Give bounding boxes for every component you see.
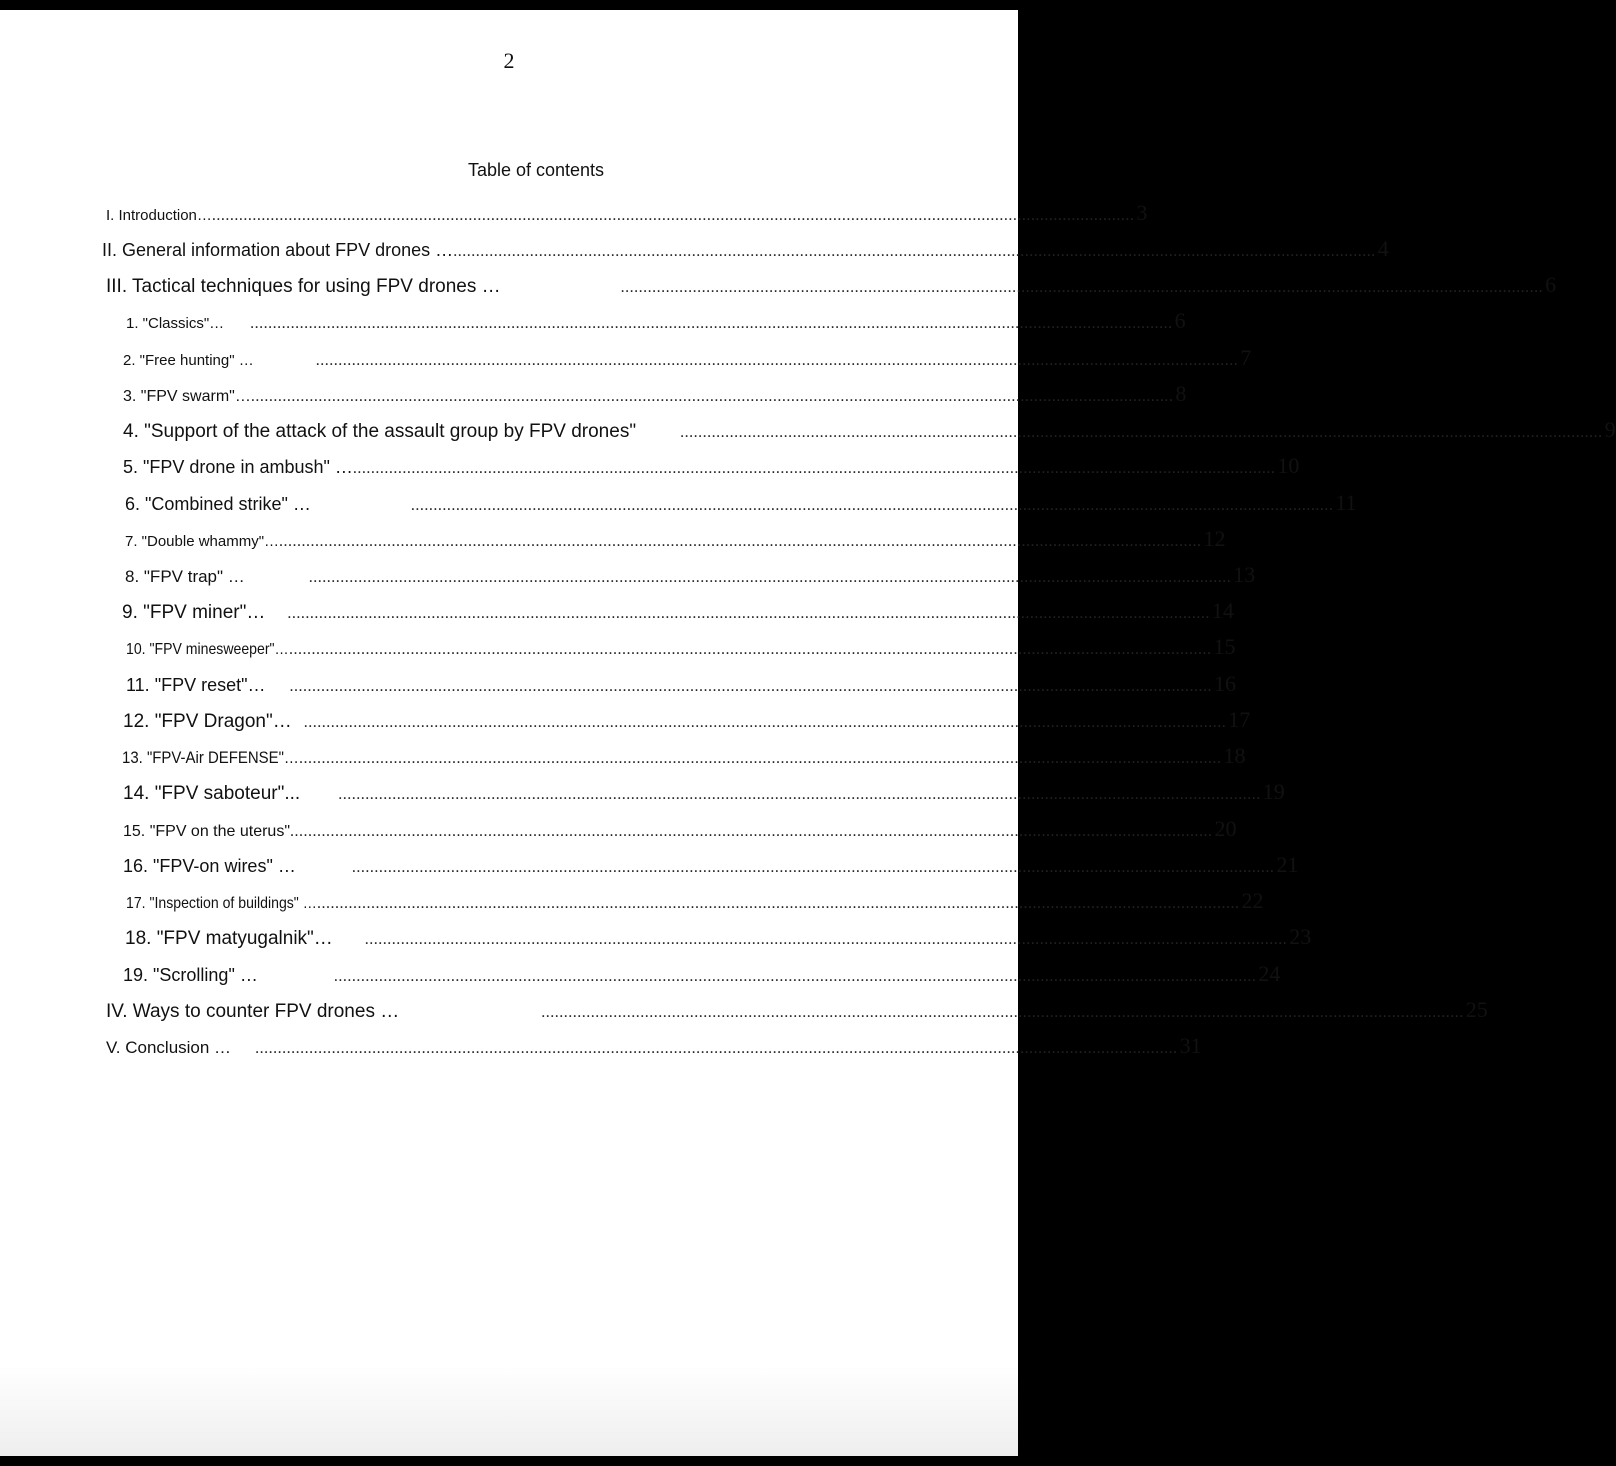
toc-entry — [106, 200, 1148, 228]
toc-entry-label: I. Introduction… — [106, 207, 212, 224]
page-bottom-shadow — [0, 1366, 1018, 1456]
toc-entry — [123, 707, 1251, 735]
toc-dot-leader: ............................................................................................................................................................................................................. — [620, 279, 1544, 296]
toc-dot-leader: ............................................................................................................................................................................................................. — [289, 678, 1212, 695]
toc-dot-leader: ............................................................................................................................................................................................................. — [338, 786, 1261, 803]
toc-dot-leader: ............................................................................................................................................................................................................. — [299, 750, 1222, 767]
toc-entry-page: 23 — [1289, 924, 1312, 949]
toc-entry-page: 31 — [1179, 1033, 1202, 1058]
toc-entry-label: 6. "Combined strike" … — [125, 494, 311, 514]
toc-entry-label: 19. "Scrolling" … — [123, 965, 258, 985]
toc-entry — [123, 417, 1616, 445]
toc-entry — [106, 997, 1488, 1025]
toc-entry-page: 6 — [1545, 272, 1557, 297]
toc-dot-leader: ............................................................................................................................................................................................................. — [541, 1004, 1464, 1021]
toc-dot-leader: ............................................................................................................................................................................................................. — [680, 424, 1603, 441]
toc-entry-page: 7 — [1240, 345, 1252, 370]
toc-entry — [126, 308, 1186, 336]
toc-entry-label: 5. "FPV drone in ambush" … — [123, 457, 353, 477]
toc-entry-label: 1. "Classics"… — [126, 315, 225, 332]
toc-entry-page: 13 — [1233, 562, 1256, 587]
toc-entry — [123, 816, 1237, 844]
toc-entry-page: 9 — [1604, 417, 1616, 442]
toc-dot-leader: ............................................................................................................................................................................................................. — [315, 352, 1239, 369]
toc-entry — [102, 236, 1389, 264]
toc-entry-page: 8 — [1175, 381, 1187, 406]
toc-entry-page: 22 — [1241, 888, 1264, 913]
toc-entry-page: 16 — [1214, 671, 1236, 696]
document-page — [0, 10, 1616, 1456]
toc-entry-page: 3 — [1136, 200, 1148, 225]
toc-entry-label: 15. "FPV on the uterus" — [123, 823, 291, 840]
toc-entry-label: IV. Ways to counter FPV drones … — [106, 1001, 400, 1022]
toc-entry-label: 3. "FPV swarm"… — [123, 388, 251, 405]
toc-entry-label: 4. "Support of the attack of the assault group by FPV drones" — [123, 421, 637, 442]
toc-entry-label: 16. "FPV-on wires" … — [123, 856, 296, 876]
toc-entry — [126, 888, 1264, 916]
toc-entry-page: 12 — [1203, 526, 1226, 551]
toc-entry — [123, 779, 1285, 807]
toc-dot-leader: ............................................................................................................................................................................................................. — [308, 569, 1232, 586]
toc-entry-page: 20 — [1214, 816, 1237, 841]
toc-entry-label: 9. "FPV miner"… — [122, 602, 266, 623]
toc-dot-leader: ............................................................................................................................................................................................................. — [351, 859, 1275, 876]
toc-entry-label: 13. "FPV-Air DEFENSE"… — [122, 748, 299, 767]
toc-entry — [123, 453, 1300, 481]
toc-entry — [126, 671, 1236, 699]
toc-entry-page: 25 — [1465, 997, 1488, 1022]
toc-entry-page: 24 — [1258, 961, 1281, 986]
toc-entry-page: 19 — [1262, 779, 1285, 804]
toc-entry — [125, 490, 1357, 518]
toc-title: Table of contents — [467, 160, 605, 180]
toc-entry-label: III. Tactical techniques for using FPV drones … — [106, 276, 501, 297]
toc-entry — [123, 345, 1252, 373]
toc-entry — [122, 598, 1234, 626]
toc-dot-leader: ............................................................................................................................................................................................................. — [333, 968, 1257, 985]
toc-entry-page: 17 — [1228, 707, 1251, 732]
toc-entry — [122, 743, 1246, 771]
toc-entry — [106, 1033, 1202, 1061]
toc-dot-leader: ............................................................................................................................................................................................................. — [289, 641, 1212, 658]
toc-dot-leader: ............................................................................................................................................................................................................. — [453, 243, 1376, 260]
toc-entry — [106, 272, 1557, 300]
toc-dot-leader: ............................................................................................................................................................................................................. — [211, 207, 1135, 224]
toc-entry — [125, 526, 1226, 554]
toc-entry-label: 2. "Free hunting" … — [123, 352, 254, 369]
toc-entry — [126, 634, 1236, 662]
toc-dot-leader: ............................................................................................................................................................................................................. — [303, 714, 1227, 731]
toc-dot-leader: ............................................................................................................................................................................................................. — [250, 388, 1174, 405]
toc-entry-label: V. Conclusion … — [106, 1038, 232, 1057]
toc-entry-page: 4 — [1377, 236, 1389, 261]
page-number: 2 — [503, 48, 515, 73]
toc-dot-leader: ............................................................................................................................................................................................................. — [279, 533, 1202, 550]
toc-entry — [123, 852, 1299, 880]
toc-entry-label: 14. "FPV saboteur"... — [123, 783, 301, 804]
toc-entry-label: 17. "Inspection of buildings" … — [126, 895, 317, 912]
toc-entry — [123, 381, 1187, 409]
toc-entry-label: 7. "Double whammy"… — [125, 533, 280, 550]
toc-entry-label: 10. "FPV minesweeper"… — [126, 641, 289, 658]
toc-entry — [125, 924, 1312, 952]
toc-entry — [125, 562, 1256, 590]
toc-entry-page: 6 — [1174, 308, 1186, 333]
toc-entry-page: 14 — [1211, 598, 1234, 623]
toc-entry-page: 21 — [1276, 852, 1299, 877]
toc-entry-label: II. General information about FPV drones … — [102, 240, 454, 260]
toc-entry-page: 15 — [1213, 634, 1236, 659]
toc-entry-label: 11. "FPV reset"… — [126, 675, 266, 695]
toc-dot-leader: ............................................................................................................................................................................................................. — [287, 605, 1210, 622]
toc-dot-leader: ............................................................................................................................................................................................................. — [250, 315, 1173, 332]
toc-dot-leader: ............................................................................................................................................................................................................. — [317, 895, 1240, 912]
toc-entry-label: 12. "FPV Dragon"… — [123, 711, 292, 732]
toc-entry-page: 11 — [1335, 490, 1357, 515]
toc-entry-label: 8. "FPV trap" … — [125, 567, 245, 586]
toc-dot-leader: ............................................................................................................................................................................................................. — [255, 1040, 1178, 1057]
toc-dot-leader: ............................................................................................................................................................................................................. — [410, 497, 1334, 514]
toc-entry-label: 18. "FPV matyugalnik"… — [125, 928, 333, 949]
toc-entry — [123, 961, 1281, 989]
toc-dot-leader: ............................................................................................................................................................................................................. — [364, 931, 1288, 948]
toc-dot-leader: ............................................................................................................................................................................................................. — [290, 823, 1213, 840]
toc-entry-page: 10 — [1277, 453, 1300, 478]
toc-entry-page: 18 — [1223, 743, 1246, 768]
toc-dot-leader: ............................................................................................................................................................................................................. — [352, 460, 1276, 477]
